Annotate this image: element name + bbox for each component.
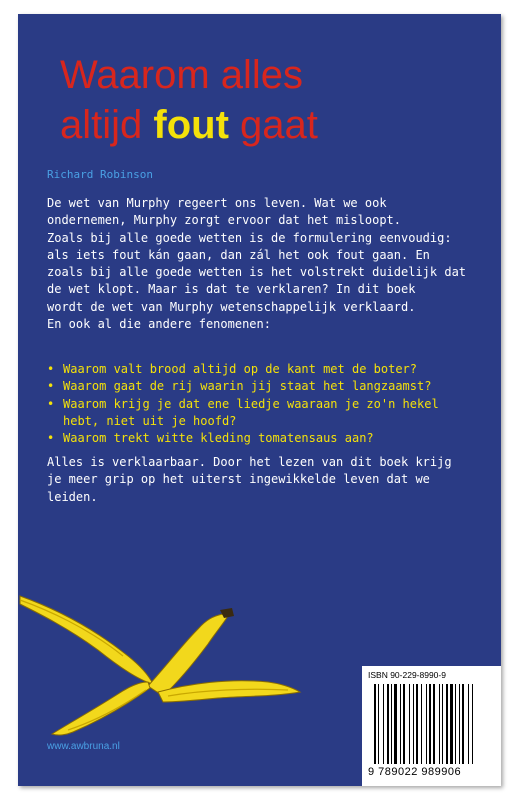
outro-paragraph [47,454,487,506]
question-text: • Waarom trekt witte kleding tomatensaus aan? [63,431,374,446]
intro-line: wordt de wet van Murphy wetenschappelijk verklaard. [47,299,416,314]
banana-peel-illustration [18,574,308,739]
publisher-website: www.awbruna.nl [47,741,120,752]
outro-line: je meer grip op het uiterst ingewikkelde leven dat we [47,472,430,487]
title-word-gaat: gaat [228,103,318,147]
outro-line: leiden. [47,489,98,504]
isbn-label: ISBN 90-229-8990-9 [368,670,446,680]
question-item [47,430,487,447]
question-list [47,361,487,447]
intro-line: als iets fout kán gaan, dan zál het ook fout gaan. En [47,247,430,262]
question-text: • Waarom gaat de rij waarin jij staat het langzaamst? [63,379,432,394]
title-word-fout: fout [153,103,229,147]
author-name: Richard Robinson [47,168,153,181]
intro-line: zoals bij alle goede wetten is het volstrekt duidelijk dat [47,265,467,280]
question-item [47,396,487,431]
question-item [47,361,487,378]
barcode-panel [362,666,501,786]
book-back-cover [18,14,501,786]
barcode-number: 9 789022 989906 [368,766,462,778]
question-text: hebt, niet uit je hoofd? [63,413,237,428]
title-word-altijd: altijd [60,103,154,147]
question-text: • Waarom krijg je dat ene liedje waaraan je zo'n hekel [63,396,439,411]
intro-paragraph [47,195,487,333]
intro-line: de wet klopt. Maar is dat te verklaren? In dit boek [47,282,416,297]
outro-line: Alles is verklaarbaar. Door het lezen van dit boek krijg [47,455,452,469]
intro-line: Zoals bij alle goede wetten is de formulering eenvoudig: [47,230,452,245]
intro-line: De wet van Murphy regeert ons leven. Wat we ook [47,196,387,210]
intro-line: ondernemen, Murphy zorgt ervoor dat het misloopt. [47,213,402,228]
question-text: • Waarom valt brood altijd op de kant met de boter? [63,362,418,376]
question-item [47,378,487,395]
intro-line: En ook al die andere fenomenen: [47,317,271,332]
barcode-icon [374,684,492,764]
title-line-2 [60,102,480,148]
title-line-1: Waarom alles [60,53,304,97]
